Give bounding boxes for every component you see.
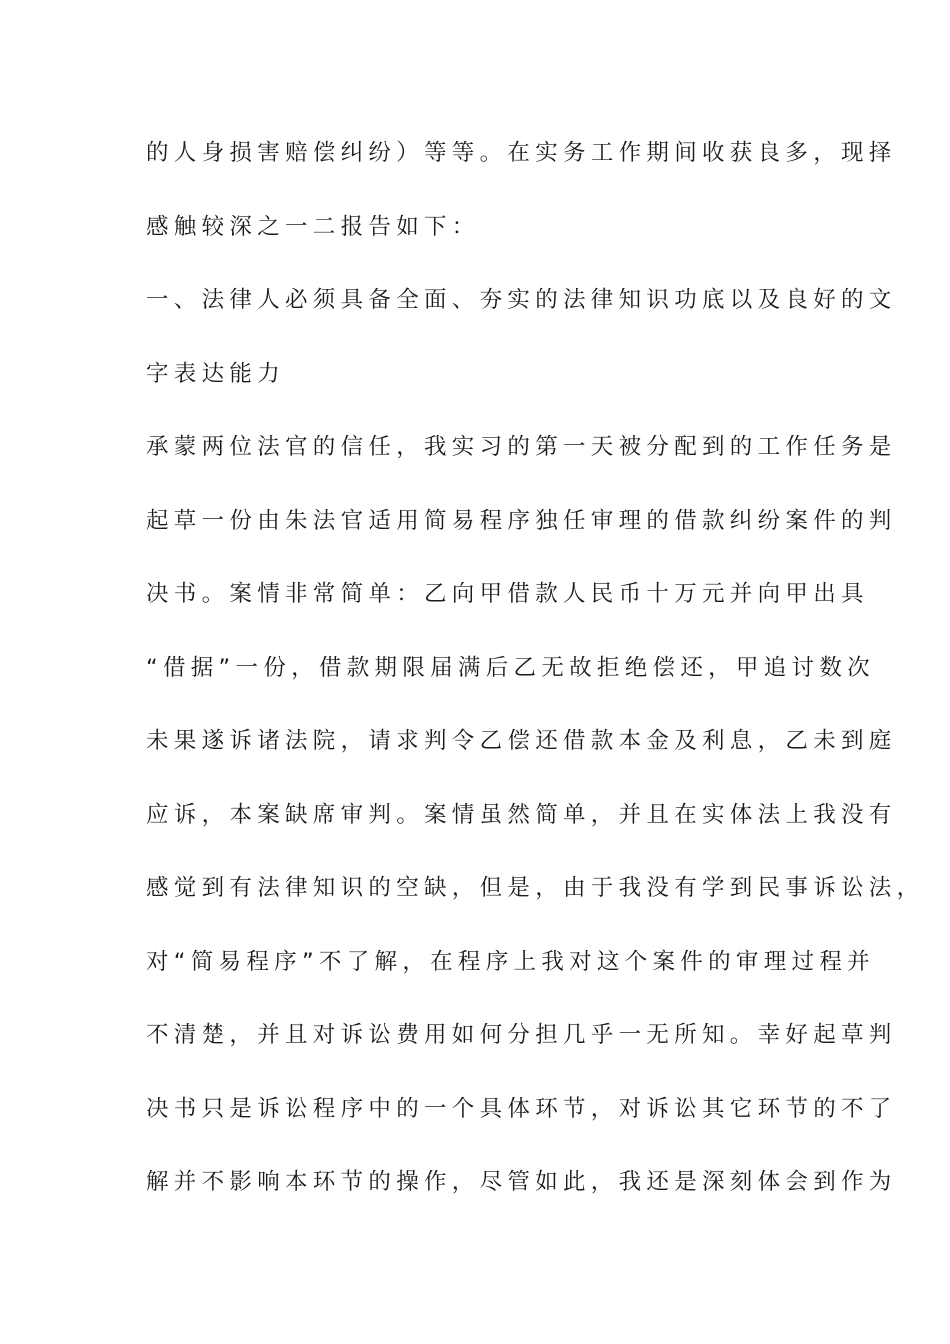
text-line: “借据”一份，借款期限届满后乙无故拒绝偿还，甲追讨数次 bbox=[146, 654, 875, 681]
text-line: 起草一份由朱法官适用简易程序独任审理的借款纠纷案件的判 bbox=[146, 507, 897, 534]
text-line: 对“简易程序”不了解，在程序上我对这个案件的审理过程并 bbox=[146, 948, 875, 975]
text-line: 未果遂诉诸法院，请求判令乙偿还借款本金及利息，乙未到庭 bbox=[146, 728, 897, 754]
text-line: 的人身损害赔偿纠纷）等等。在实务工作期间收获良多，现择 bbox=[146, 140, 897, 166]
text-line: 应诉，本案缺席审判。案情虽然简单，并且在实体法上我没有 bbox=[146, 801, 897, 828]
text-line: 解并不影响本环节的操作，尽管如此，我还是深刻体会到作为 bbox=[146, 1169, 897, 1195]
text-line: 感觉到有法律知识的空缺，但是，由于我没有学到民事诉讼法， bbox=[146, 875, 925, 901]
section-heading-line: 字表达能力 bbox=[146, 360, 286, 387]
text-line: 决书。案情非常简单：乙向甲借款人民币十万元并向甲出具 bbox=[146, 581, 869, 607]
text-line: 决书只是诉讼程序中的一个具体环节，对诉讼其它环节的不了 bbox=[146, 1095, 897, 1122]
text-line: 承蒙两位法官的信任，我实习的第一天被分配到的工作任务是 bbox=[146, 434, 897, 460]
text-line: 不清楚，并且对诉讼费用如何分担几乎一无所知。幸好起草判 bbox=[146, 1022, 897, 1048]
section-heading-line: 一、法律人必须具备全面、夯实的法律知识功底以及良好的文 bbox=[146, 287, 897, 313]
text-line: 感触较深之一二报告如下： bbox=[146, 213, 480, 240]
document-body bbox=[146, 126, 925, 1229]
